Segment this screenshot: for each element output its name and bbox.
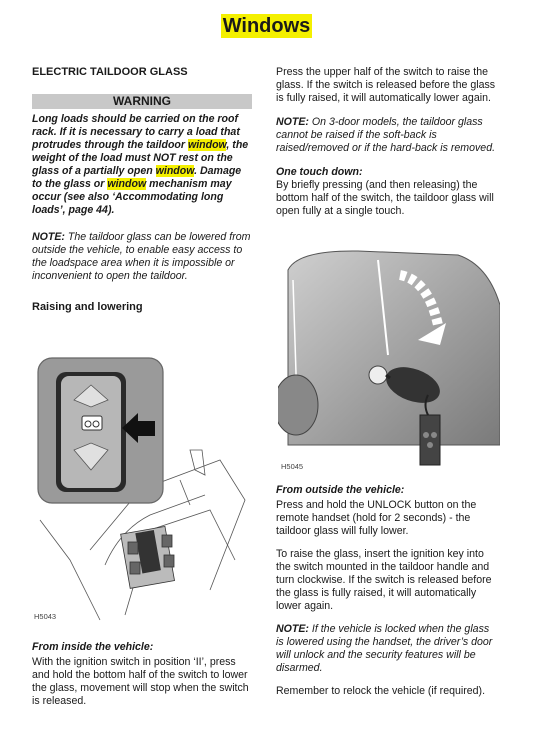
warning-text xyxy=(32,113,252,217)
warning-part: . Damage to the glass or xyxy=(32,165,242,190)
note-text: On 3-door models, the taildoor glass cannot be raised if the soft-back is raised/removed or if the hard-back is removed. xyxy=(276,116,496,154)
inside-text: With the ignition switch in position ‘II’, press and hold the bottom half of the switch to lower the glass, movement will stop when the switch is released. xyxy=(32,656,249,707)
search-highlight: window xyxy=(187,139,227,151)
raise-paragraph: Press the upper half of the switch to raise the glass. If the switch is released before the glass is fully raised, it will automatically lower again. xyxy=(276,66,496,104)
right-column xyxy=(276,66,498,218)
warning-part: Long loads should be carried on the roof rack. If it is necessary to carry a load that protrudes through the taildoor xyxy=(32,113,240,151)
outside-section xyxy=(276,484,498,698)
switch-illustration xyxy=(30,350,255,630)
note-paragraph xyxy=(276,116,498,155)
outside-heading: From outside the vehicle: xyxy=(276,484,405,496)
relock-text: Remember to relock the vehicle (if required). xyxy=(276,685,486,697)
inside-heading: From inside the vehicle: xyxy=(32,641,154,653)
page-title-text: Windows xyxy=(222,15,311,37)
inside-section xyxy=(32,641,252,708)
search-highlight: window xyxy=(107,178,147,190)
figure-code-left: H5043 xyxy=(34,612,57,621)
one-touch-text: By briefly pressing (and then releasing) the bottom half of the switch, the taildoor glass will open fully at a single touch. xyxy=(276,179,494,217)
note-paragraph xyxy=(276,623,498,675)
one-touch-heading: One touch down: xyxy=(276,166,363,178)
taildoor-key-illustration xyxy=(278,245,500,470)
note-text: If the vehicle is locked when the glass is lowered using the handset, the driver’s door will unlock and the security features will be disarmed. xyxy=(276,623,493,674)
warning-part: mechanism may occur (see also ‘Accommodating long loads’, page 44). xyxy=(32,178,232,216)
outside-text: Press and hold the UNLOCK button on the remote handset (hold for 2 seconds) - the taildoor glass will fully lower. xyxy=(276,499,477,537)
raising-heading: Raising and lowering xyxy=(32,301,143,313)
note-paragraph xyxy=(32,231,252,283)
left-column xyxy=(32,66,252,314)
figure-code-right: H5045 xyxy=(281,462,304,471)
page-title xyxy=(0,15,533,38)
note-text: The taildoor glass can be lowered from outside the vehicle, to enable easy access to the loadspace area when it is impossible or inconvenient to open the taildoor. xyxy=(32,231,251,282)
warning-banner: WARNING xyxy=(32,94,252,109)
note-label: NOTE: xyxy=(276,116,309,128)
section-heading: ELECTRIC TAILDOOR GLASS xyxy=(32,66,188,78)
search-highlight: window xyxy=(155,165,195,177)
note-label: NOTE: xyxy=(276,623,309,635)
raise-key-text: To raise the glass, insert the ignition key into the switch mounted in the taildoor handle and turn clockwise. If the switch is released before the glass is fully raised, it will automatically lower again. xyxy=(276,548,492,612)
warning-part: , the weight of the load must NOT rest on the glass of a partially open xyxy=(32,139,249,177)
note-label: NOTE: xyxy=(32,231,65,243)
